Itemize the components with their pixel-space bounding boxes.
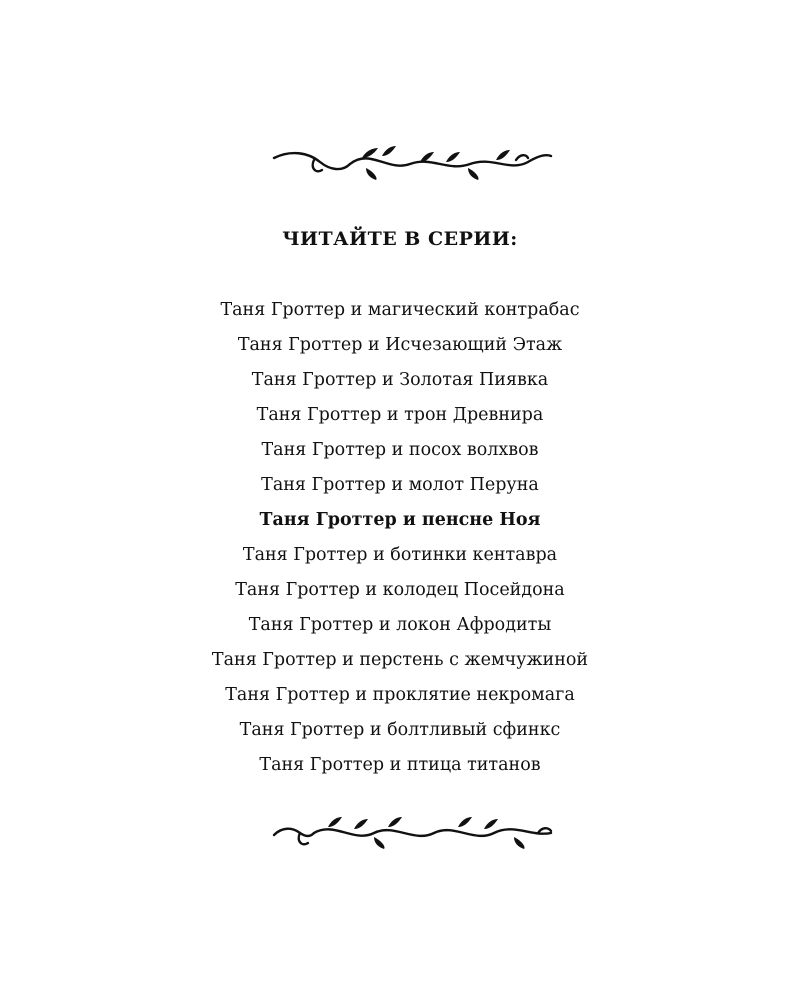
book-title: Таня Гроттер и проклятие некромага <box>225 685 575 705</box>
book-title: Таня Гроттер и болтливый сфинкс <box>239 720 561 740</box>
book-title: Таня Гроттер и локон Афродиты <box>248 615 552 635</box>
book-title: Таня Гроттер и Золотая Пиявка <box>251 370 549 390</box>
book-title: Таня Гроттер и ботинки кентавра <box>242 545 558 565</box>
book-title: Таня Гроттер и магический контрабас <box>220 300 580 320</box>
top-vine-ornament-icon <box>270 142 555 182</box>
series-heading: ЧИТАЙТЕ В СЕРИИ: <box>282 228 518 250</box>
series-book-list <box>0 293 800 783</box>
book-title: Таня Гроттер и колодец Посейдона <box>235 580 565 600</box>
book-title: Таня Гроттер и молот Перуна <box>261 475 539 495</box>
book-title: Таня Гроттер и посох волхвов <box>261 440 539 460</box>
book-title: Таня Гроттер и трон Древнира <box>256 405 544 425</box>
book-title: Таня Гроттер и Исчезающий Этаж <box>237 335 563 355</box>
book-title: Таня Гроттер и птица титанов <box>259 755 541 775</box>
book-title: Таня Гроттер и перстень с жемчужиной <box>211 650 589 670</box>
bottom-vine-ornament-icon <box>270 813 555 853</box>
book-title-current: Таня Гроттер и пенсне Ноя <box>259 510 541 530</box>
